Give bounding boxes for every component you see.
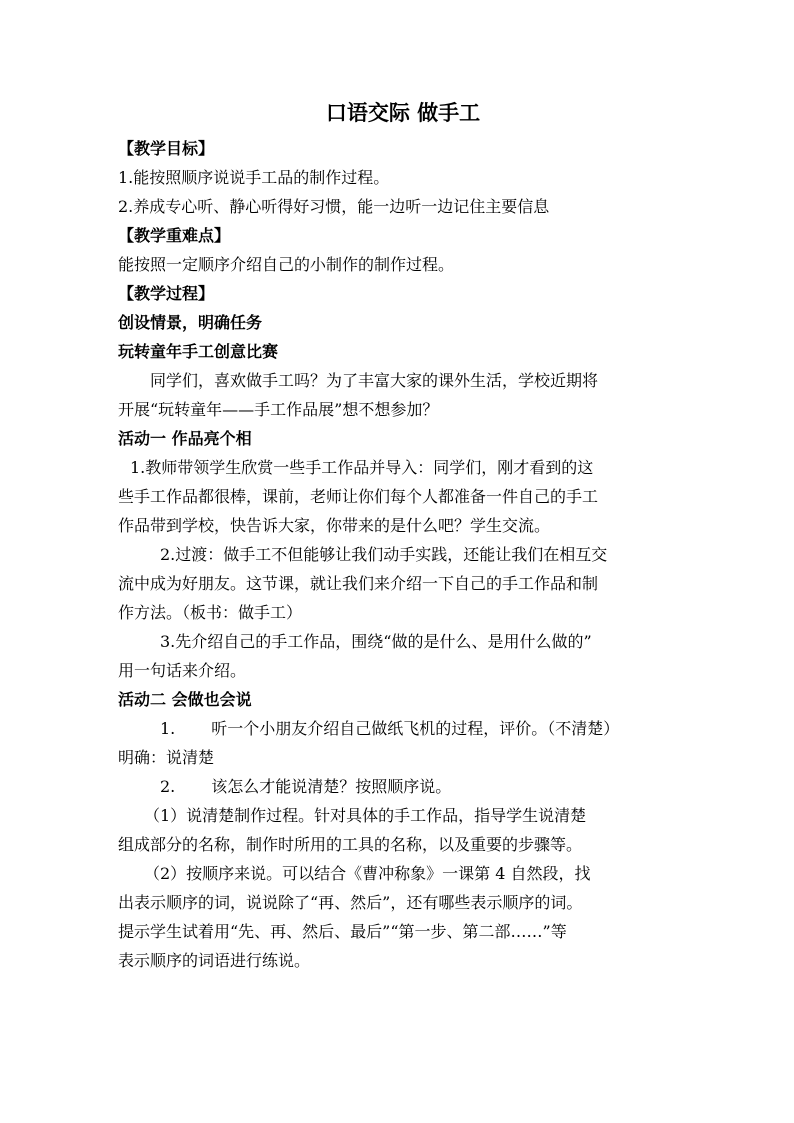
activity1-p2-line-1: 2.过渡：做手工不但能够让我们动手实践，还能让我们在相互交 xyxy=(160,545,608,564)
goal-item-2: 2.养成专心听、静心听得好习惯，能一边听一边记住主要信息 xyxy=(118,197,550,216)
activity2-item-1-clarify: 明确：说清楚 xyxy=(118,748,215,767)
intro-paragraph xyxy=(118,366,688,424)
activity1-p2-line-2: 流中成为好朋友。这节课，就让我们来介绍一下自己的手工作品和制 xyxy=(118,574,599,593)
key-heading: 【教学重难点】 xyxy=(118,226,231,245)
process-heading: 【教学过程】 xyxy=(118,284,215,303)
activity2-s1-line-2: 组成部分的名称，制作时所用的工具的名称，以及重要的步骤等。 xyxy=(118,835,583,854)
document-page xyxy=(118,98,688,975)
activity2-s1-line-1: （1）说清楚制作过程。针对具体的手工作品，指导学生说清楚 xyxy=(144,806,587,825)
activity2-heading: 活动二 会做也会说 xyxy=(118,690,252,709)
activity2-item-2-num: 2. xyxy=(160,777,176,796)
activity2-item-2-text: 该怎么才能说清楚？按照顺序说。 xyxy=(211,777,452,796)
activity2-s2-line-1: （2）按顺序来说。可以结合《曹冲称象》一课第 4 自然段，找 xyxy=(144,864,591,883)
goal-item-1: 1.能按照顺序说说手工品的制作过程。 xyxy=(118,168,390,187)
activity1-p2-line-3: 作方法。（板书：做手工） xyxy=(118,603,303,622)
goal-heading: 【教学目标】 xyxy=(118,139,215,158)
activity1-paragraph-1 xyxy=(118,453,688,540)
process-sub1: 创设情景，明确任务 xyxy=(118,313,263,332)
activity2-s2-line-2: 出表示顺序的词，说说除了“再、然后”，还有哪些表示顺序的词。 xyxy=(118,893,583,912)
document-title: 口语交际 做手工 xyxy=(325,101,481,125)
intro-line-2: 开展“玩转童年——手工作品展”想不想参加？ xyxy=(118,400,439,419)
key-text: 能按照一定顺序介绍自己的小制作的制作过程。 xyxy=(118,255,455,274)
activity2-item-1-text: 听一个小朋友介绍自己做纸飞机的过程，评价。（不清楚） xyxy=(211,719,620,738)
activity1-p1-line-3: 作品带到学校，快告诉大家，你带来的是什么吧？学生交流。 xyxy=(118,516,551,535)
process-sub2: 玩转童年手工创意比赛 xyxy=(118,342,279,361)
activity2-item-1 xyxy=(118,714,688,743)
activity2-step-1 xyxy=(118,801,688,859)
activity2-s2-line-3: 提示学生试着用“先、再、然后、最后”“第一步、第二部……”等 xyxy=(118,922,567,941)
activity2-step-2 xyxy=(118,859,688,975)
activity1-p1-line-2: 些手工作品都很棒，课前，老师让你们每个人都准备一件自己的手工 xyxy=(118,487,599,506)
activity1-paragraph-3 xyxy=(118,627,688,685)
activity2-item-2 xyxy=(118,772,688,801)
activity1-heading: 活动一 作品亮个相 xyxy=(118,429,252,448)
activity1-p1-line-1: 1.教师带领学生欣赏一些手工作品并导入：同学们，刚才看到的这 xyxy=(130,458,594,477)
intro-line-1: 同学们，喜欢做手工吗？为了丰富大家的课外生活，学校近期将 xyxy=(150,371,599,390)
activity1-p3-line-1: 3.先介绍自己的手工作品，围绕“做的是什么、是用什么做的” xyxy=(160,632,592,651)
activity1-paragraph-2 xyxy=(118,540,688,627)
activity2-item-1-num: 1. xyxy=(160,719,176,738)
activity2-s2-line-4: 表示顺序的词语进行练说。 xyxy=(118,951,311,970)
activity1-p3-line-2: 用一句话来介绍。 xyxy=(118,661,247,680)
